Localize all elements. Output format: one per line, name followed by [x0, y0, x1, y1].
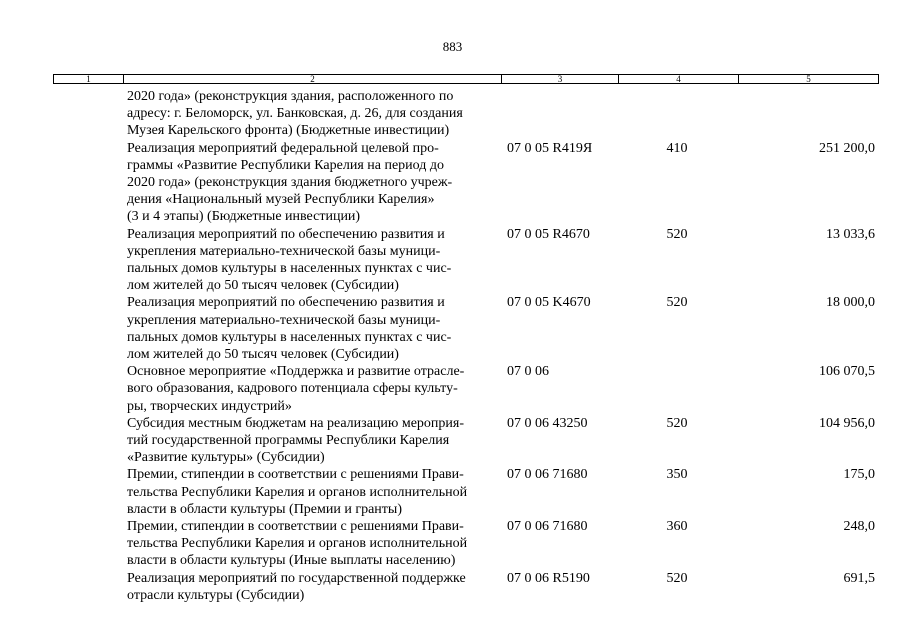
- row-amount: 13 033,6: [826, 226, 875, 242]
- row-amount: 251 200,0: [819, 140, 875, 156]
- row-description: Субсидия местным бюджетам на реализацию мероприя- тий государственной программы Республики Карелия «Развитие культуры» (Субсидии): [127, 415, 465, 466]
- row-amount: 175,0: [843, 467, 875, 483]
- row-expense-type: 520: [666, 570, 688, 586]
- page-number: 883: [442, 39, 463, 54]
- row-expense-type: 520: [666, 226, 688, 242]
- row-code: 07 0 05 R419Я: [507, 140, 593, 156]
- column-number-1: 1: [54, 75, 124, 83]
- row-code: 07 0 06 43250: [507, 415, 588, 431]
- row-amount: 18 000,0: [826, 295, 875, 311]
- table-row: [0, 570, 905, 604]
- budget-table-body: [0, 88, 905, 604]
- row-expense-type: 520: [666, 295, 688, 311]
- table-column-numbers: [53, 74, 879, 84]
- row-code: 07 0 06 71680: [507, 519, 588, 535]
- row-code: 07 0 05 R4670: [507, 226, 590, 242]
- row-description: Реализация мероприятий по государственной поддержке отрасли культуры (Субсидии): [127, 570, 466, 603]
- row-amount: 691,5: [843, 570, 875, 586]
- table-row: [0, 415, 905, 467]
- table-row: [0, 140, 905, 226]
- row-expense-type: 360: [666, 519, 688, 535]
- row-description: Премии, стипендии в соответствии с решениями Прави- тельства Республики Карелия и органов исполнительной власти в области культуры (Иные выплаты населению): [127, 519, 468, 569]
- row-description: 2020 года» (реконструкция здания, расположенного по адресу: г. Беломорск, ул. Банковская, д. 26, для создания Музея Карельского фронта) (Бюджетные инвестиции): [127, 89, 463, 139]
- row-amount: 248,0: [843, 519, 875, 535]
- column-number-3: 3: [502, 75, 619, 83]
- table-row: [0, 294, 905, 363]
- row-amount: 106 070,5: [819, 364, 875, 380]
- table-row: [0, 466, 905, 518]
- row-code: 07 0 06: [507, 364, 549, 380]
- row-code: 07 0 05 K4670: [507, 295, 591, 311]
- row-description: Основное мероприятие «Поддержка и развитие отрасле- вого образования, кадрового потенциала сферы культу- ры, творческих индустрий»: [127, 364, 465, 414]
- table-row: [0, 226, 905, 295]
- row-description: Реализация мероприятий по обеспечению развития и укрепления материально-технической базы муници- пальных домов культуры в населенных пунктах с чис- лом жителей до 50 тысяч человек (Субсидии): [127, 295, 452, 363]
- table-row: [0, 88, 905, 140]
- column-number-2: 2: [124, 75, 502, 83]
- row-description: Премии, стипендии в соответствии с решениями Прави- тельства Республики Карелия и органов исполнительной власти в области культуры (Премии и гранты): [127, 467, 468, 517]
- row-expense-type: 520: [666, 415, 688, 431]
- row-amount: 104 956,0: [819, 415, 875, 431]
- column-number-5: 5: [806, 75, 811, 83]
- column-number-4: 4: [619, 75, 739, 83]
- table-row: [0, 518, 905, 570]
- row-code: 07 0 06 71680: [507, 467, 588, 483]
- row-code: 07 0 06 R5190: [507, 570, 590, 586]
- row-expense-type: 350: [666, 467, 688, 483]
- row-expense-type: 410: [666, 140, 688, 156]
- row-description: Реализация мероприятий федеральной целевой про- граммы «Развитие Республики Карелия на период до 2020 года» (реконструкция здания бюджетного учреж- дения «Национальный музей Республики Карелия» (3 и 4 этапы) (Бюджетные инвестиции): [127, 140, 453, 225]
- row-description: Реализация мероприятий по обеспечению развития и укрепления материально-технической базы муници- пальных домов культуры в населенных пунктах с чис- лом жителей до 50 тысяч человек (Субсидии): [127, 226, 452, 294]
- table-row: [0, 363, 905, 415]
